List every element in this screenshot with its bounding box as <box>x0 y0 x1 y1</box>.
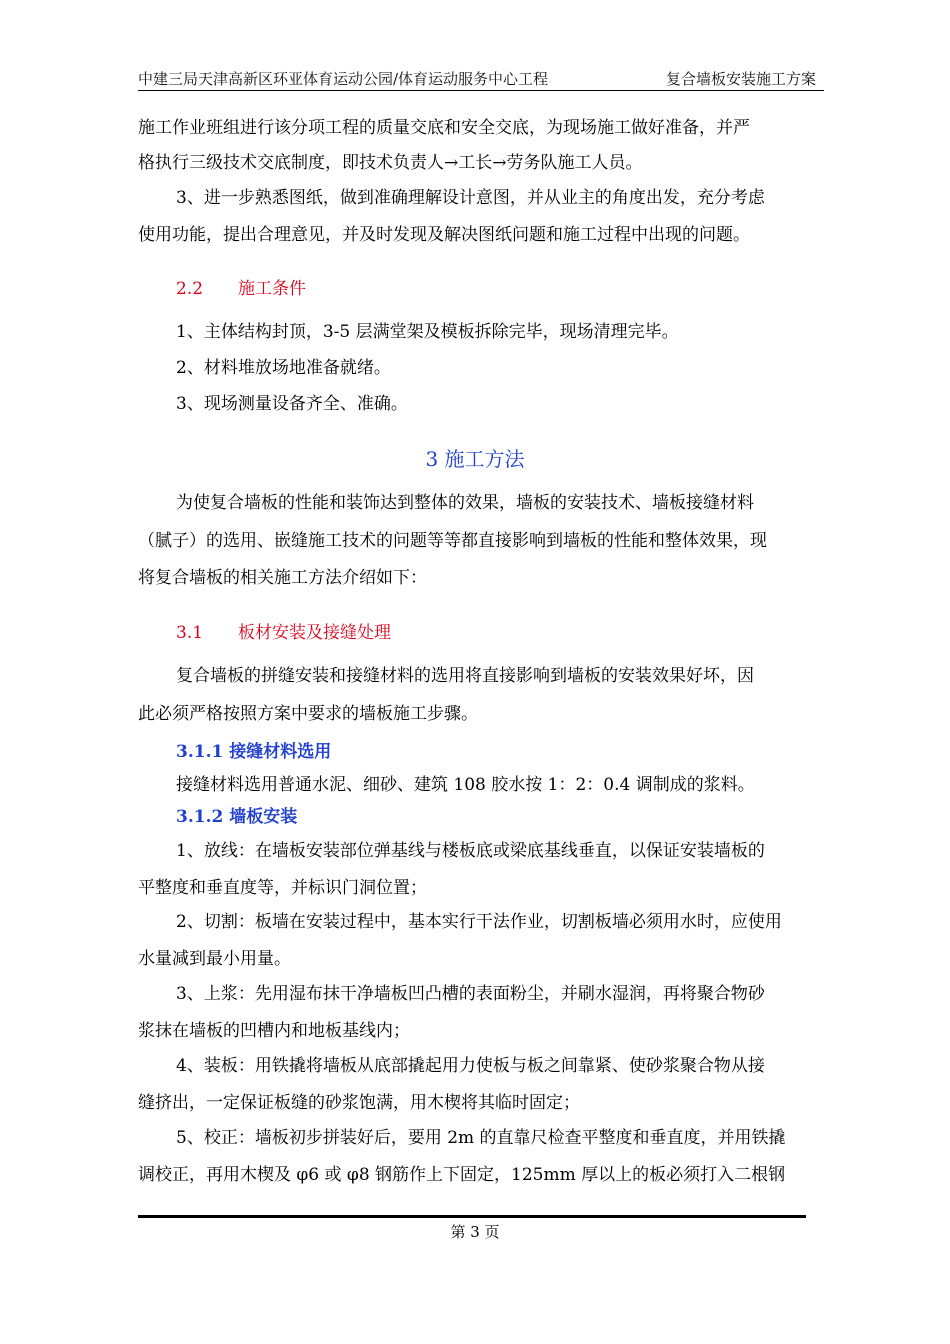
list-item: 2、材料堆放场地准备就绪。 <box>176 358 391 378</box>
paragraph-line: 施工作业班组进行该分项工程的质量交底和安全交底，为现场施工做好准备，并严 <box>138 118 750 138</box>
list-item: 3、现场测量设备齐全、准确。 <box>176 394 408 414</box>
chapter-3-heading: 3 施工方法 <box>425 447 525 471</box>
paragraph-line: 3、上浆：先用湿布抹干净墙板凹凸槽的表面粉尘，并刷水湿润，再将聚合物砂 <box>176 984 765 1004</box>
section-3-1-1-heading: 3.1.1 接缝材料选用 <box>176 742 332 762</box>
paragraph-line: 将复合墙板的相关施工方法介绍如下： <box>138 568 427 588</box>
paragraph-line: 水量减到最小用量。 <box>138 949 291 969</box>
paragraph-line: 此必须严格按照方案中要求的墙板施工步骤。 <box>138 704 478 724</box>
paragraph-line: 浆抹在墙板的凹槽内和地板基线内； <box>138 1021 410 1041</box>
list-item: 1、主体结构封顶，3-5 层满堂架及模板拆除完毕，现场清理完毕。 <box>176 322 679 342</box>
page-number: 第 3 页 <box>450 1223 500 1241</box>
paragraph-line: 调校正，再用木楔及 φ6 或 φ8 钢筋作上下固定，125mm 厚以上的板必须打入二根钢 <box>138 1165 786 1185</box>
paragraph-line: 格执行三级技术交底制度，即技术负责人→工长→劳务队施工人员。 <box>138 153 643 173</box>
paragraph-line: 接缝材料选用普通水泥、细砂、建筑 108 胶水按 1：2：0.4 调制成的浆料。 <box>176 775 755 795</box>
footer-divider <box>138 1215 806 1218</box>
section-3-1-title: 板材安装及接缝处理 <box>238 623 391 643</box>
paragraph-line: 3、进一步熟悉图纸，做到准确理解设计意图，并从业主的角度出发，充分考虑 <box>176 188 765 208</box>
paragraph-line: 2、切割：板墙在安装过程中，基本实行干法作业，切割板墙必须用水时，应使用 <box>176 912 782 932</box>
paragraph-line: （腻子）的选用、嵌缝施工技术的问题等等都直接影响到墙板的性能和整体效果，现 <box>138 531 767 551</box>
paragraph-line: 使用功能，提出合理意见，并及时发现及解决图纸问题和施工过程中出现的问题。 <box>138 225 750 245</box>
paragraph-line: 5、校正：墙板初步拼装好后，要用 2m 的直靠尺检查平整度和垂直度，并用铁撬 <box>176 1128 786 1148</box>
paragraph-line: 为使复合墙板的性能和装饰达到整体的效果，墙板的安装技术、墙板接缝材料 <box>176 493 754 513</box>
section-2-2-number: 2.2 <box>176 279 204 299</box>
paragraph-line: 缝挤出，一定保证板缝的砂浆饱满，用木楔将其临时固定； <box>138 1093 580 1113</box>
header-project-title: 中建三局天津高新区环亚体育运动公园/体育运动服务中心工程 <box>138 70 549 88</box>
paragraph-line: 1、放线：在墙板安装部位弹基线与楼板底或梁底基线垂直，以保证安装墙板的 <box>176 841 765 861</box>
paragraph-line: 4、装板：用铁撬将墙板从底部撬起用力使板与板之间靠紧、使砂浆聚合物从接 <box>176 1056 765 1076</box>
section-2-2-title: 施工条件 <box>238 279 306 299</box>
header-document-title: 复合墙板安装施工方案 <box>665 70 816 88</box>
section-3-1-number: 3.1 <box>176 623 204 643</box>
paragraph-line: 复合墙板的拼缝安装和接缝材料的选用将直接影响到墙板的安装效果好坏，因 <box>176 666 754 686</box>
page-header <box>138 66 824 91</box>
section-3-1-2-heading: 3.1.2 墙板安装 <box>176 807 298 827</box>
paragraph-line: 平整度和垂直度等，并标识门洞位置； <box>138 878 427 898</box>
